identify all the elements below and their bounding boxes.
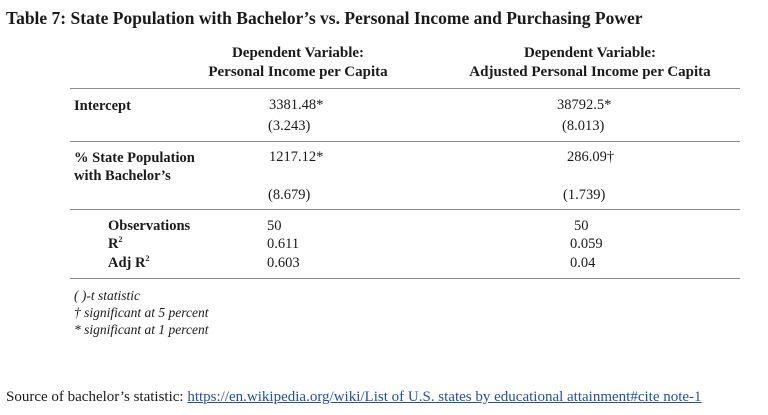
column-header-line2: Adjusted Personal Income per Capita — [469, 64, 711, 80]
stat-label-observations: Observations — [108, 218, 191, 234]
adj-r2-superscript: 2 — [145, 254, 150, 263]
intercept-tstat-col2: (8.013) — [562, 118, 605, 134]
note-significance-5: † significant at 5 percent — [74, 305, 209, 320]
note-significance-1: * significant at 1 percent — [74, 322, 209, 337]
adj-r2-col1: 0.603 — [267, 255, 300, 271]
intercept-coef-col2: 38792.5* — [557, 97, 612, 113]
adj-r2-col2: 0.04 — [570, 255, 596, 271]
r2-col2: 0.059 — [570, 236, 603, 252]
table-divider-bottom — [70, 278, 740, 279]
r2-col1: 0.611 — [267, 236, 300, 252]
note-t-statistic: ( )-t statistic — [74, 288, 140, 303]
column-header-personal-income — [192, 44, 404, 82]
table-title: Table 7: State Population with Bachelor’s vs. Personal Income and Purchasing Power — [6, 8, 643, 28]
row-label-line1: % State Population — [74, 150, 195, 166]
observations-col2: 50 — [574, 218, 589, 234]
row-label-intercept: Intercept — [74, 98, 131, 114]
r2-label-text: R — [108, 236, 119, 252]
row-label-line2: with Bachelor’s — [74, 168, 171, 184]
intercept-tstat-col1: (3.243) — [268, 118, 311, 134]
table-divider — [70, 141, 740, 142]
source-line — [6, 389, 702, 406]
bachelors-tstat-col1: (8.679) — [268, 187, 311, 203]
row-label-bachelors — [74, 149, 195, 185]
table-divider — [70, 209, 740, 210]
adj-r2-label-text: Adj R — [108, 255, 146, 271]
bachelors-coef-col1: 1217.12* — [269, 149, 324, 165]
table-divider-top — [70, 88, 740, 89]
r2-superscript: 2 — [118, 235, 123, 244]
table-notes — [74, 287, 208, 338]
stat-label-adj-r2 — [108, 255, 149, 272]
column-header-line1: Dependent Variable: — [523, 45, 657, 61]
source-link[interactable]: https://en.wikipedia.org/wiki/List of U.S. states by educational attainment#cite note-1 — [187, 389, 702, 405]
column-header-line1: Dependent Variable: — [231, 45, 365, 61]
stat-label-r2 — [108, 236, 122, 253]
bachelors-coef-col2: 286.09† — [567, 149, 615, 165]
observations-col1: 50 — [267, 218, 282, 234]
intercept-coef-col1: 3381.48* — [269, 97, 324, 113]
source-label: Source of bachelor’s statistic: — [6, 389, 184, 405]
bachelors-tstat-col2: (1.739) — [563, 187, 606, 203]
column-header-adjusted-income — [450, 44, 730, 82]
column-header-line2: Personal Income per Capita — [208, 64, 388, 80]
